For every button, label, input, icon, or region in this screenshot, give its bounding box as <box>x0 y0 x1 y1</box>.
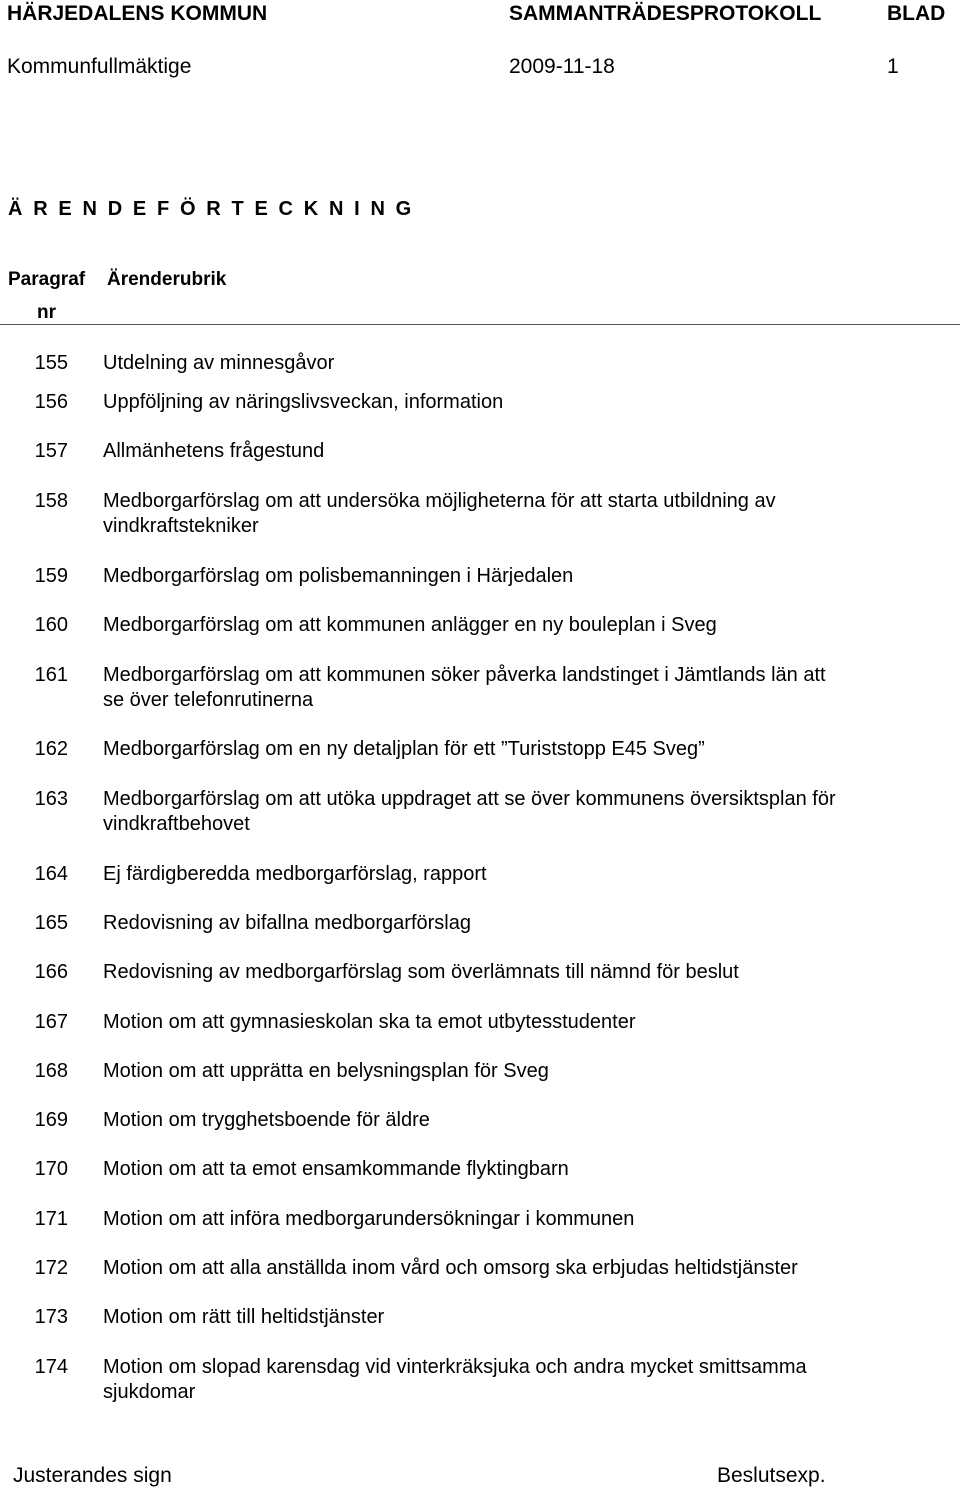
item-title-line: vindkraftstekniker <box>103 515 259 537</box>
item-title: Allmänhetens frågestund <box>103 440 325 462</box>
item-title: Motion om att alla anställda inom vård och omsorg ska erbjudas heltidstjänster <box>103 1257 798 1279</box>
item-title: Utdelning av minnesgåvor <box>103 352 335 374</box>
item-title-line: Medborgarförslag om att utöka uppdraget att se över kommunens översiktsplan för <box>103 788 836 810</box>
header-divider <box>0 324 960 325</box>
item-title: Motion om trygghetsboende för äldre <box>103 1109 430 1131</box>
item-number: 169 <box>34 1109 68 1131</box>
item-title: Medborgarförslag om polisbemanningen i Härjedalen <box>103 565 574 587</box>
item-number: 157 <box>34 440 68 462</box>
item-title: Motion om att upprätta en belysningsplan för Sveg <box>103 1060 549 1082</box>
item-number: 156 <box>34 391 68 413</box>
document-title: Ä R E N D E F Ö R T E C K N I N G <box>8 198 414 220</box>
item-number: 158 <box>34 490 68 512</box>
item-number: 172 <box>34 1257 68 1279</box>
item-number: 168 <box>34 1060 68 1082</box>
municipality-name: HÄRJEDALENS KOMMUN <box>7 2 268 25</box>
blad-label: BLAD <box>887 2 946 25</box>
item-title: Motion om att ta emot ensamkommande flyktingbarn <box>103 1158 569 1180</box>
column-header-nr: nr <box>37 302 56 323</box>
item-number: 173 <box>34 1306 68 1328</box>
beslutsexp-label: Beslutsexp. <box>717 1464 826 1487</box>
item-title: Uppföljning av näringslivsveckan, information <box>103 391 504 413</box>
item-title-line: Motion om slopad karensdag vid vinterkräksjuka och andra mycket smittsamma <box>103 1356 807 1378</box>
column-header-arenderubrik: Ärenderubrik <box>107 269 227 290</box>
item-title: Medborgarförslag om en ny detaljplan för ett ”Turiststopp E45 Sveg” <box>103 738 705 760</box>
justerandes-sign-label: Justerandes sign <box>13 1464 172 1487</box>
item-title: Redovisning av medborgarförslag som överlämnats till nämnd för beslut <box>103 961 739 983</box>
item-title-line: sjukdomar <box>103 1381 196 1403</box>
item-title: Motion om rätt till heltidstjänster <box>103 1306 385 1328</box>
body-name: Kommunfullmäktige <box>7 55 192 78</box>
item-number: 164 <box>34 863 68 885</box>
item-title: Medborgarförslag om att kommunen anlägger en ny bouleplan i Sveg <box>103 614 717 636</box>
item-number: 167 <box>34 1011 68 1033</box>
item-number: 170 <box>34 1158 68 1180</box>
item-title: Motion om att gymnasieskolan ska ta emot utbytesstudenter <box>103 1011 636 1033</box>
item-number: 166 <box>34 961 68 983</box>
item-number: 165 <box>34 912 68 934</box>
item-title: Ej färdigberedda medborgarförslag, rapport <box>103 863 487 885</box>
item-title: Redovisning av bifallna medborgarförslag <box>103 912 471 934</box>
item-title-line: Medborgarförslag om att kommunen söker påverka landstinget i Jämtlands län att <box>103 664 826 686</box>
item-title-line: vindkraftbehovet <box>103 813 250 835</box>
item-title: Motion om att införa medborgarundersökningar i kommunen <box>103 1208 635 1230</box>
column-header-paragraf: Paragraf <box>8 269 86 290</box>
item-number: 159 <box>34 565 68 587</box>
item-number: 161 <box>34 664 68 686</box>
item-number: 163 <box>34 788 68 810</box>
blad-number: 1 <box>887 55 899 78</box>
item-number: 160 <box>34 614 68 636</box>
item-number: 162 <box>34 738 68 760</box>
item-title-line: se över telefonrutinerna <box>103 689 314 711</box>
item-number: 155 <box>34 352 68 374</box>
item-title-line: Medborgarförslag om att undersöka möjligheterna för att starta utbildning av <box>103 490 776 512</box>
item-number: 174 <box>34 1356 68 1378</box>
meeting-date: 2009-11-18 <box>509 55 615 78</box>
item-number: 171 <box>34 1208 68 1230</box>
document-type: SAMMANTRÄDESPROTOKOLL <box>509 2 822 25</box>
